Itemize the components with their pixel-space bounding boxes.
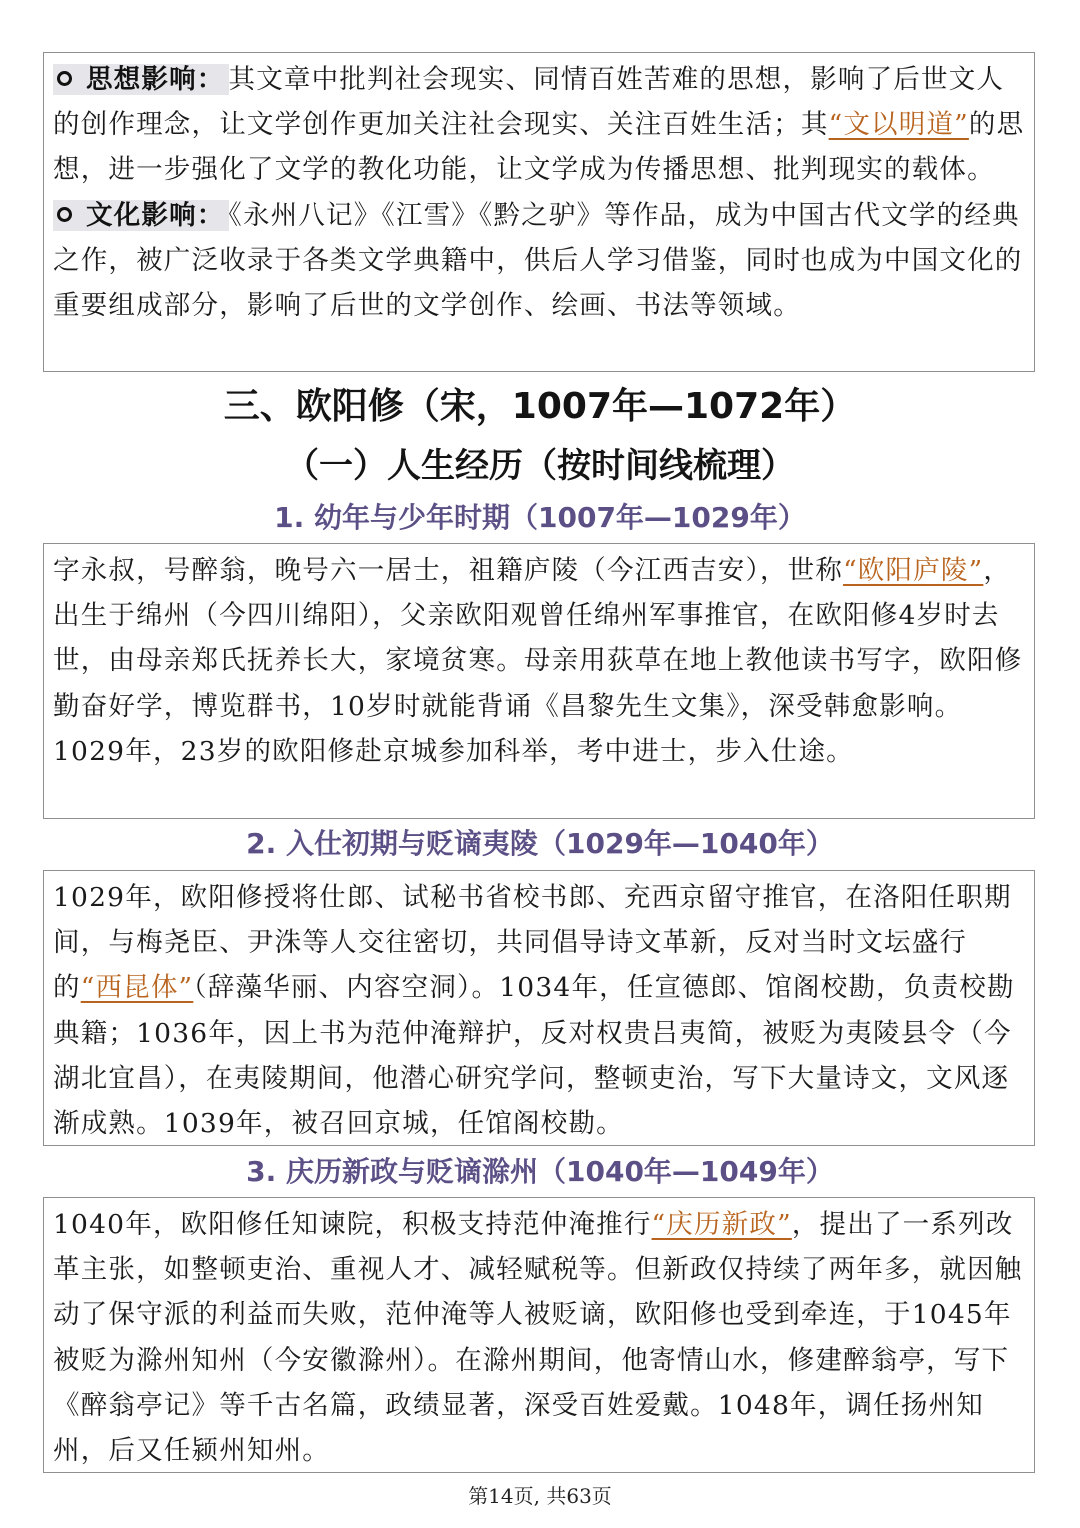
section-heading-main: 三、欧阳修（宋，1007年—1072年） xyxy=(223,386,857,427)
highlight-term: “欧阳庐陵” xyxy=(843,555,984,586)
highlight-term: “文以明道” xyxy=(828,109,969,141)
cultural-impact-box xyxy=(43,52,1035,372)
period-text-3: 1040年，欧阳修任知谏院，积极支持范仲淹推行“庆历新政”，提出了一系列改革主张，如整顿吏治、重视人才、减轻赋税等。但新政仅持续了两年多，就因触动了保守派的利益而失败，范仲淹等人被贬谪，欧阳修也受到牵连，于1045年被贬为滁州知州（今安徽滁州）。在滁州期间，他寄情山水，修建醉翁亭，写下《醉翁亭记》等千古名篇，政绩显著，深受百姓爱戴。1048年，调任扬州知州，后又任颍州知州。 xyxy=(53,1209,1023,1467)
period-title-2: 2. 入仕初期与贬谪夷陵（1029年—1040年） xyxy=(246,827,834,860)
culture-impact-paragraph: 文化影响： 《永州八记》《江雪》《黔之驴》等作品，成为中国古代文学的经典之作，被广泛收录于各类文学典籍中，供后人学习借鉴，同时也成为中国文化的重要组成部分，影响了后世的文学创作、绘画、书法等领域。 xyxy=(53,199,1023,322)
thought-impact-label: 思想影响： xyxy=(53,64,229,95)
highlight-term: “庆历新政” xyxy=(651,1209,792,1240)
bullet-icon xyxy=(57,71,72,86)
period-box-3 xyxy=(43,1197,1035,1473)
period-title-1: 1. 幼年与少年时期（1007年—1029年） xyxy=(274,501,806,534)
period-text-2: 1029年，欧阳修授将仕郎、试秘书省校书郎、充西京留守推官，在洛阳任职期间，与梅尧臣、尹洙等人交往密切，共同倡导诗文革新，反对当时文坛盛行的“西昆体”（辞藻华丽、内容空洞）。1034年，任宣德郎、馆阁校勘，负责校勘典籍；1036年，因上书为范仲淹辩护，反对权贵吕夷简，被贬为夷陵县令（今湖北宜昌），在夷陵期间，他潜心研究学问，整顿吏治，写下大量诗文，文风逐渐成熟。1039年，被召回京城，任馆阁校勘。 xyxy=(53,882,1015,1140)
culture-impact-label: 文化影响： xyxy=(53,200,229,231)
thought-impact-paragraph: 思想影响： 其文章中批判社会现实、同情百姓苦难的思想，影响了后世文人的创作理念，让文学创作更加关注社会现实、关注百姓生活；其“文以明道”的思想，进一步强化了文学的教化功能，让文学成为传播思想、批判现实的载体。 xyxy=(53,64,1025,186)
period-title-3: 3. 庆历新政与贬谪滁州（1040年—1049年） xyxy=(246,1155,834,1188)
section-heading-sub: （一）人生经历（按时间线梳理） xyxy=(285,446,795,486)
period-box-2 xyxy=(43,870,1035,1146)
bullet-icon xyxy=(57,207,72,222)
highlight-term: “西昆体” xyxy=(80,972,194,1004)
page-number: 第14页, 共63页 xyxy=(468,1484,612,1508)
period-text-1: 字永叔，号醉翁，晚号六一居士，祖籍庐陵（今江西吉安），世称“欧阳庐陵”，出生于绵州（今四川绵阳），父亲欧阳观曾任绵州军事推官，在欧阳修4岁时去世，由母亲郑氏抚养长大，家境贫寒。母亲用荻草在地上教他读书写字，欧阳修勤奋好学，博览群书，10岁时就能背诵《昌黎先生文集》，深受韩愈影响。1029年，23岁的欧阳修赴京城参加科举，考中进士，步入仕途。 xyxy=(53,555,1023,767)
period-box-1 xyxy=(43,543,1035,819)
